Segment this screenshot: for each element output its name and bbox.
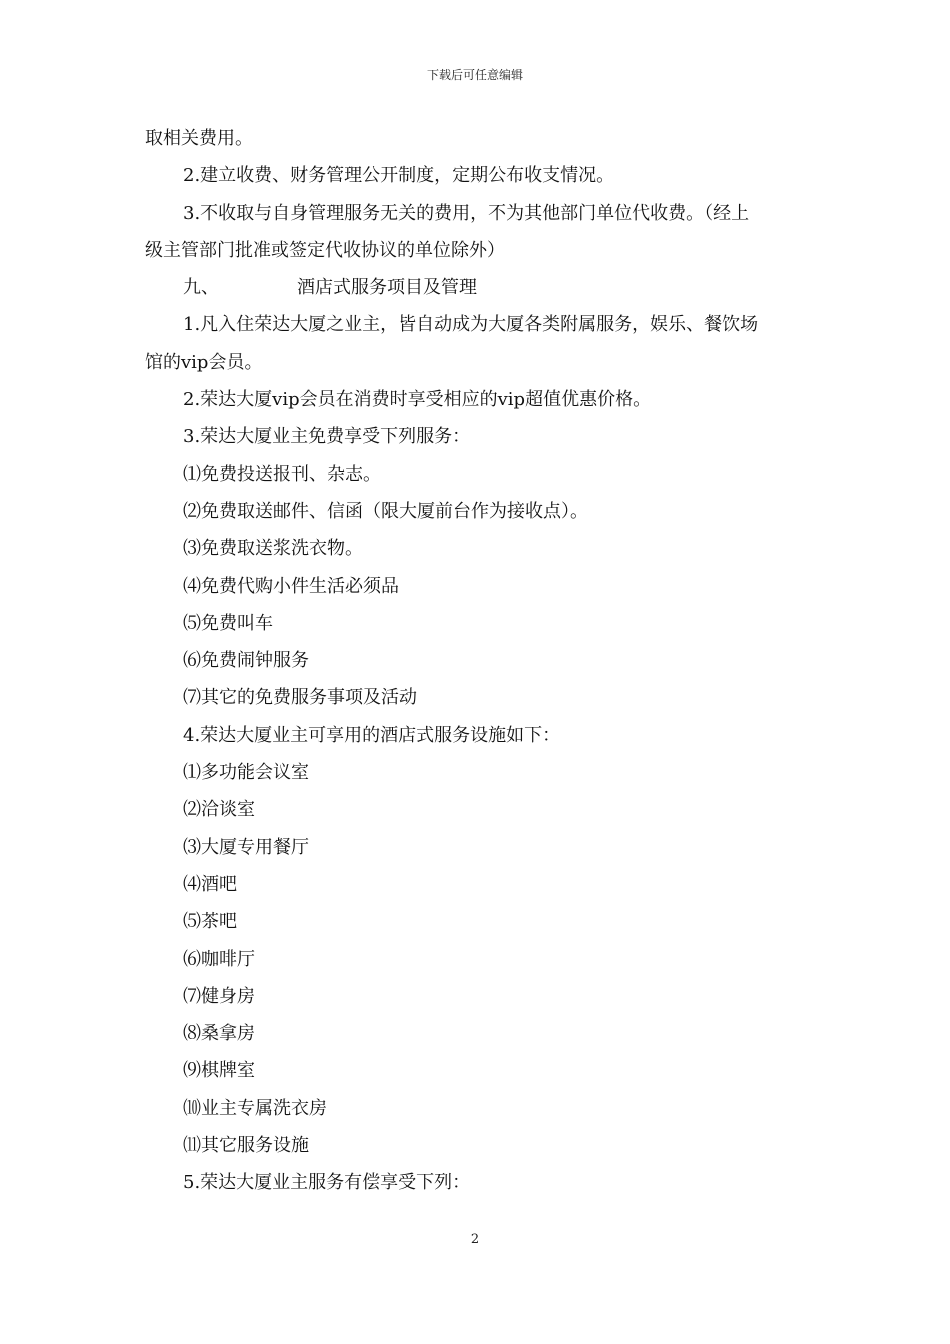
list-item: ⑺其它的免费服务事项及活动 (183, 687, 417, 709)
list-item: ⑵免费取送邮件、信函（限大厦前台作为接收点）。 (183, 500, 588, 522)
paragraph-line: 取相关费用。 (145, 128, 253, 149)
list-item: ⑷酒吧 (183, 873, 237, 895)
document-body (145, 120, 815, 1202)
paragraph-line: 馆的vip会员。 (145, 351, 263, 373)
page-header: 下载后可任意编辑 (426, 68, 523, 82)
paragraph-line: 1.凡入住荣达大厦之业主，皆自动成为大厦各类附属服务，娱乐、餐饮场 (183, 314, 759, 336)
list-item: ⑶大厦专用餐厅 (183, 836, 309, 858)
list-item: ⑸茶吧 (183, 911, 237, 933)
paragraph-line: 5.荣达大厦业主服务有偿享受下列： (183, 1172, 471, 1194)
list-item: ⑷免费代购小件生活必须品 (183, 575, 399, 597)
list-item: ⑼棋牌室 (183, 1060, 255, 1082)
paragraph-line: 级主管部门批准或签定代收协议的单位除外） (145, 239, 505, 261)
list-item: ⑾其它服务设施 (183, 1135, 309, 1157)
list-item: ⑺健身房 (183, 985, 255, 1007)
list-item: ⑸免费叫车 (183, 612, 273, 634)
paragraph-line: 3.不收取与自身管理服务无关的费用，不为其他部门单位代收费。（经上 (183, 202, 750, 224)
list-item: ⑻桑拿房 (183, 1023, 255, 1045)
paragraph-line: 3.荣达大厦业主免费享受下列服务： (183, 426, 471, 448)
paragraph-line: 4.荣达大厦业主可享用的酒店式服务设施如下： (183, 724, 561, 746)
list-item: ⑴免费投送报刊、杂志。 (183, 463, 381, 485)
list-item: ⑹免费闹钟服务 (183, 650, 309, 672)
list-item: ⑹咖啡厅 (183, 948, 255, 970)
list-item: ⑴多功能会议室 (183, 762, 309, 784)
section-number: 九、 (183, 277, 219, 299)
list-item: ⑵洽谈室 (183, 799, 255, 821)
paragraph-line: 2.建立收费、财务管理公开制度，定期公布收支情况。 (183, 165, 615, 187)
page-number: 2 (470, 1232, 480, 1247)
list-item: ⑽业主专属洗衣房 (183, 1097, 327, 1119)
section-heading (145, 269, 815, 306)
paragraph-line: 2.荣达大厦vip会员在消费时享受相应的vip超值优惠价格。 (183, 389, 652, 411)
list-item: ⑶免费取送浆洗衣物。 (183, 538, 363, 560)
section-title: 酒店式服务项目及管理 (297, 277, 477, 299)
